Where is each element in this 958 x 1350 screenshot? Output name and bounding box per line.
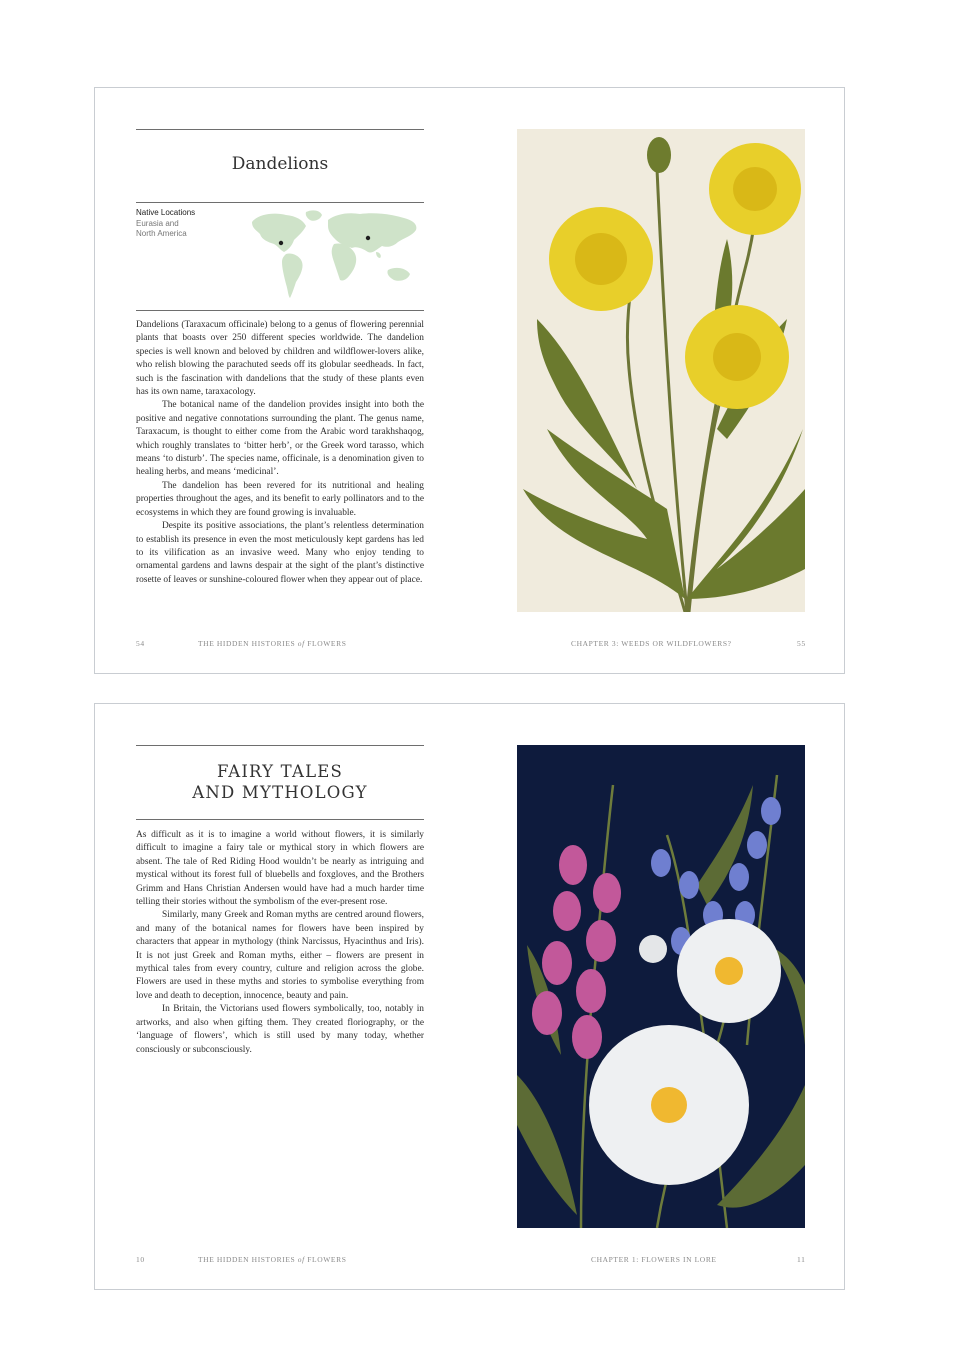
book-spread-dandelions: [94, 87, 845, 674]
footer-page-left: 10: [136, 1255, 145, 1264]
paragraph: Similarly, many Greek and Roman myths are centred around flowers, and many of the botanical names for flowers have been inspired by characters that appear in mythology (think Narcissus, Hyacinthus and Iris). It is not just Greek and Roman myths, either – flowers are present in mythical tales from every country, culture and religion across the globe. Flowers are used in these myths and stories to symbolise everything from love and death to deception, innocence, beauty and pain.: [136, 910, 424, 1001]
foxglove-daisy-illustration: [517, 745, 805, 1228]
dandelion-body-text: [136, 319, 424, 587]
page-title: Dandelions: [231, 154, 329, 174]
map-land: [252, 210, 416, 298]
native-locations-line1: Eurasia and: [136, 218, 179, 228]
book-title-part: FLOWERS: [304, 1255, 347, 1264]
dandelion-illustration: [517, 129, 805, 612]
footer-page-left: 54: [136, 639, 145, 648]
paragraph: Dandelions (Taraxacum officinale) belong to a genus of flowering perennial plants that boasts over 250 different species worldwide. The dandelion species is well known and beloved by children and wildflower-lovers alike, who relish blowing the parachuted seeds off its globular seedheads. In fact, such is the fascination with dandelions that the study of these plants even has its own name, taraxacology.: [136, 320, 424, 398]
paragraph: The botanical name of the dandelion provides insight into both the positive and negative connotations surrounding the plant. The genus name, Taraxacum, is thought to either come from the Arabic word tarakhshaqog, which roughly translates to ‘bitter herb’, or the Greek word tarasso, which means ‘to disturb’. The species name, officinale, is a denomination given to healing herbs, and means ‘medicinal’.: [136, 400, 424, 478]
native-locations: [136, 208, 246, 240]
book-title-of: of: [297, 639, 305, 648]
section-rule: [136, 819, 424, 820]
book-title-part: FLOWERS: [304, 639, 347, 648]
top-rule: [136, 129, 424, 130]
footer-page-right: 55: [797, 639, 806, 648]
map-rule: [136, 310, 424, 311]
paragraph: Despite its positive associations, the plant’s relentless determination to establish its presence in even the most meticulously kept gardens has led to its vilification as an invasive weed. Many who enjoy tending to ornamental gardens and lawns despair at the sight of the plant’s distinctive rosette of leaves or sunshine-coloured flower when they appear out of place.: [136, 521, 424, 585]
page-title-line2: AND MYTHOLOGY: [192, 783, 368, 802]
footer-book-title: [198, 639, 346, 648]
book-title-of: of: [297, 1255, 305, 1264]
section-rule: [136, 202, 424, 203]
book-title-part: THE HIDDEN HISTORIES: [198, 1255, 298, 1264]
location-dot-north-america: [279, 241, 283, 245]
footer-chapter: CHAPTER 1: FLOWERS IN LORE: [591, 1255, 717, 1264]
paragraph: The dandelion has been revered for its nutritional and healing properties throughout the ages, and its benefit to early pollinators and to the ecosystems in which they are found growing is invaluable.: [136, 480, 424, 518]
book-spread-fairy-tales: [94, 703, 845, 1290]
footer-page-right: 11: [797, 1255, 806, 1264]
footer-chapter: CHAPTER 3: WEEDS OR WILDFLOWERS?: [571, 639, 732, 648]
paragraph: As difficult as it is to imagine a world without flowers, it is similarly difficult to imagine a fairy tale or mythical story in which flowers are absent. The tale of Red Riding Hood wouldn’t be nearly as intriguing and mystical without its forest full of bluebells and foxgloves, and the Brothers Grimm and Hans Christian Andersen would have had a much harder time telling their stories without the symbolism of the ever-present rose.: [136, 830, 424, 908]
book-title-part: THE HIDDEN HISTORIES: [198, 639, 298, 648]
top-rule: [136, 745, 424, 746]
paragraph: In Britain, the Victorians used flowers symbolically, too, notably in artworks, and also when gifting them. They created floriography, or the ‘language of flowers’, which is still used by many today, whether consciously or subconsciously.: [136, 1004, 424, 1055]
page-title-line1: FAIRY TALES: [216, 762, 344, 781]
location-dot-eurasia: [366, 236, 370, 240]
world-map: [248, 206, 424, 304]
native-locations-line2: North America: [136, 229, 187, 238]
footer-book-title: [198, 1255, 346, 1264]
fairy-tales-body-text: [136, 829, 424, 1057]
native-locations-heading: Native Locations: [136, 208, 196, 217]
page-title: [136, 761, 424, 803]
